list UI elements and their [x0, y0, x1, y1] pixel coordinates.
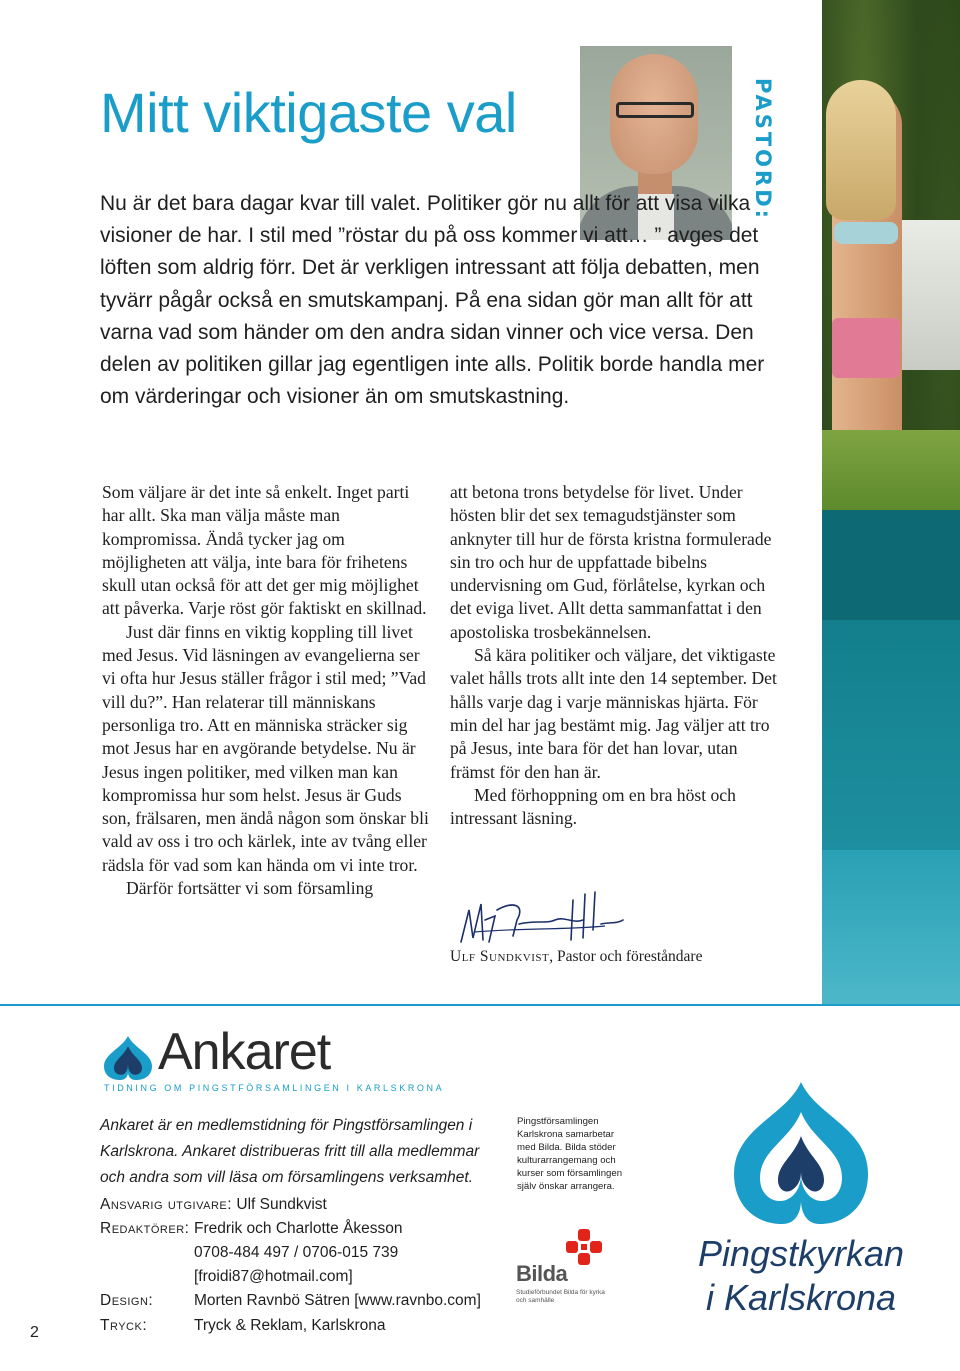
photo-grass — [822, 430, 960, 510]
cover-photo-strip — [822, 0, 960, 1004]
body-column-right — [450, 481, 780, 830]
bilda-cross-icon — [562, 1227, 606, 1271]
ankaret-wordmark: Ankaret — [158, 1023, 331, 1081]
church-name-line2: i Karlskrona — [705, 1277, 897, 1318]
body-paragraph: Som väljare är det inte så enkelt. Inget parti har allt. Ska man välja måste man kompromissa. Ändå tycker jag om möjligheten att välja, inte bara för frihetens skull utan också för att det ger mig möjlighet att påverka. Varje röst gör faktiskt en skillnad. — [102, 482, 427, 619]
footer-divider — [0, 1004, 960, 1006]
credit-value: Tryck & Reklam, Karlskrona — [194, 1317, 386, 1334]
water-band-mid — [822, 620, 960, 850]
photo-person-top — [834, 222, 898, 244]
bilda-info: Pingstförsamlingen Karlskrona samarbetar med Bilda. Bilda stöder kulturarrangemang och kurser som församlingen själv önskar arrangera. — [517, 1116, 623, 1192]
portrait-glasses — [616, 102, 694, 118]
church-name — [676, 1232, 926, 1320]
credit-editors — [100, 1220, 403, 1238]
credit-value: Morten Ravnbö Sätren [www.ravnbo.com] — [194, 1292, 481, 1309]
credit-label: Redaktörer: — [100, 1220, 190, 1237]
credit-label: Design: — [100, 1292, 154, 1309]
signature-name: Ulf Sundkvist — [450, 948, 550, 965]
credit-design — [100, 1292, 481, 1310]
article-title: Mitt viktigaste val — [100, 81, 517, 144]
body-column-left — [102, 481, 430, 900]
signature-caption — [450, 948, 702, 966]
body-paragraph: Just där finns en viktig koppling till livet med Jesus. Vid läsningen av evangelierna ser vi ofta hur Jesus ställer frågor i stil med; ”Vad vill du?”. Han relaterar till människans personliga tro. Att en människa sträcker sig mot Jesus har en avgörande betydelse. Nu är Jesus ingen politiker, med vilken man kan kompromissa hur som helst. Jesus är Guds son, frälsaren, men ändå någon som önskar bli vald av oss i tro och kärlek, inte av tvång eller rädsla för vad som kan hända om vi inte tror. — [102, 621, 429, 875]
body-paragraph: Med förhoppning om en bra höst och intressant läsning. — [450, 784, 736, 829]
page-number: 2 — [30, 1324, 39, 1341]
bilda-subtitle: Studieförbundet Bilda för kyrka och samhälle — [516, 1289, 605, 1304]
photo-person-hair — [826, 80, 896, 220]
ankaret-logo-icon — [100, 1032, 156, 1082]
credit-print — [100, 1317, 386, 1335]
signature-role: , Pastor och föreståndare — [549, 948, 703, 965]
article-intro: Nu är det bara dagar kvar till valet. Politiker gör nu allt för att visa vilka visioner de har. I stil med ”röstar du på oss kommer vi att… ” avges det löften som aldrig förr. Det är verkligen intressant att följa debatten, men tyvärr pågår också en smutskampanj. På ena sidan gör man allt för att varna vad som händer om den andra sidan vinner och vice versa. Den delen av politiken gillar jag egentligen inte alls. Politik borde handla mer om värderingar och visioner än om smutskastning. — [100, 192, 765, 409]
bilda-logo — [516, 1227, 606, 1313]
credit-value: [froidi87@hotmail.com] — [194, 1268, 353, 1285]
credit-publisher — [100, 1196, 327, 1214]
body-paragraph: Därför fortsätter vi som församling — [126, 878, 374, 899]
water-band-dark — [822, 510, 960, 620]
credit-label: Tryck: — [100, 1317, 148, 1334]
credit-value: Fredrik och Charlotte Åkesson — [194, 1220, 403, 1237]
body-paragraph: att betona trons betydelse för livet. Under hösten blir det sex temagudstjänster som anknyter till hur de första kristna formulerade sin tro och hur de uppfattade bibelns undervisning om Gud, förlåtelse, kyrkan och det eviga livet. Allt detta sammanfattat i den apostoliska trosbekännelsen. — [450, 482, 772, 642]
church-name-line1: Pingstkyrkan — [697, 1233, 905, 1274]
photo-person-shorts — [832, 318, 900, 378]
section-label: PASTORD: — [751, 78, 775, 222]
publication-description: Ankaret är en medlemstidning för Pingstförsamlingen i Karlskrona. Ankaret distribueras fritt till alla medlemmar och andra som vill läsa om församlingens verksamhet. — [100, 1117, 480, 1186]
pingstkyrkan-logo-icon — [726, 1078, 876, 1228]
body-paragraph: Så kära politiker och väljare, det viktigaste valet hålls trots allt inte den 14 september. Det hålls varje dag i varje människas hjärta. För min del har jag bestämt mig. Jag väljer att tro på Jesus, inte bara för det han lovar, utan främst för den han är. — [450, 645, 777, 782]
credit-value: 0708-484 497 / 0706-015 739 — [194, 1244, 399, 1261]
credit-value: Ulf Sundkvist — [236, 1196, 327, 1213]
bilda-wordmark: Bilda — [516, 1261, 568, 1286]
water-band-light — [822, 850, 960, 1004]
credit-label: Ansvarig utgivare: — [100, 1196, 233, 1213]
ankaret-tagline: TIDNING OM PINGSTFÖRSAMLINGEN I KARLSKRONA — [104, 1083, 445, 1093]
